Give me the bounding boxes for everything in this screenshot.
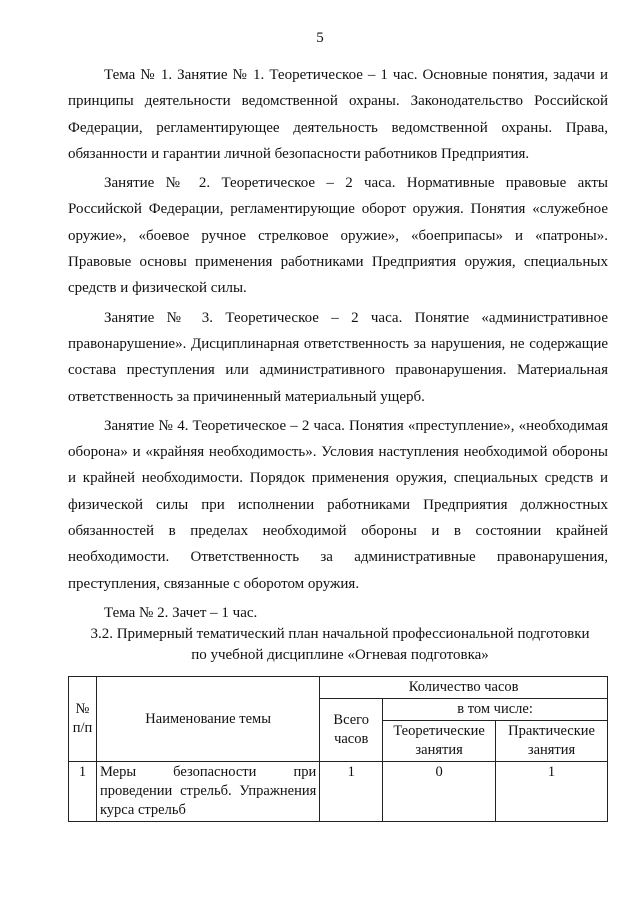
row-total: 1: [320, 762, 383, 822]
header-including: в том числе:: [383, 699, 608, 721]
header-num: № п/п: [69, 677, 97, 762]
header-theory: Теоретические занятия: [383, 721, 496, 762]
paragraph-topic2: Тема № 2. Зачет – 1 час.: [104, 604, 258, 621]
row-practice: 1: [496, 762, 608, 822]
header-topic: Наименование темы: [96, 677, 319, 762]
section-title: [60, 624, 620, 666]
section-title-line1: 3.2. Примерный тематический план начальной профессиональной подготовки: [90, 626, 590, 642]
row-topic: Меры безопасности при проведении стрельб. Упражнения курса стрельб: [96, 762, 319, 822]
row-num: 1: [69, 762, 97, 822]
paragraph-lesson3: Занятие № 3. Теоретическое – 2 часа. Понятие «административное правонарушение». Дисциплинарная ответственность за нарушения, не содержащие состава преступления или административного правонарушения. Материальная ответственность за причиненный материальный ущерб.: [68, 309, 608, 405]
paragraph-lesson2: Занятие № 2. Теоретическое – 2 часа. Нормативные правовые акты Российской Федерации, регламентирующие оборот оружия. Понятия «служебное оружие», «боевое ручное стрелковое оружие», «боеприпасы» и «патроны». Правовые основы применения работниками Предприятия оружия, специальных средств и физической силы.: [68, 175, 608, 297]
table-row: [69, 762, 608, 822]
header-practice: Практические занятия: [496, 721, 608, 762]
paragraph-topic1-lesson1: Тема № 1. Занятие № 1. Теоретическое – 1 час. Основные понятия, задачи и принципы деятельности ведомственной охраны. Законодательство Российской Федерации, регламентирующее деятельность ведомственной охраны. Права, обязанности и гарантии личной безопасности работников Предприятия.: [68, 67, 608, 162]
row-theory: 0: [383, 762, 496, 822]
table-header-row-1: [69, 677, 608, 699]
paragraph-lesson4: Занятие № 4. Теоретическое – 2 часа. Понятия «преступление», «необходимая оборона» и «крайняя необходимость». Условия наступления необходимой обороны и крайней необходимости. Порядок применения оружия, специальных средств и физической силы при исполнении работниками Предприятия должностных обязанностей в пределах необходимой обороны и в состоянии крайней необходимости. Ответственность за административные правонарушения, преступления, связанные с оборотом оружия.: [68, 417, 608, 592]
section-title-line2: по учебной дисциплине «Огневая подготовка»: [191, 647, 489, 663]
body-text: [68, 62, 608, 629]
header-total: Всего часов: [320, 699, 383, 762]
header-hours: Количество часов: [320, 677, 608, 699]
page-number: 5: [316, 30, 324, 46]
thematic-plan-table: [68, 676, 608, 822]
